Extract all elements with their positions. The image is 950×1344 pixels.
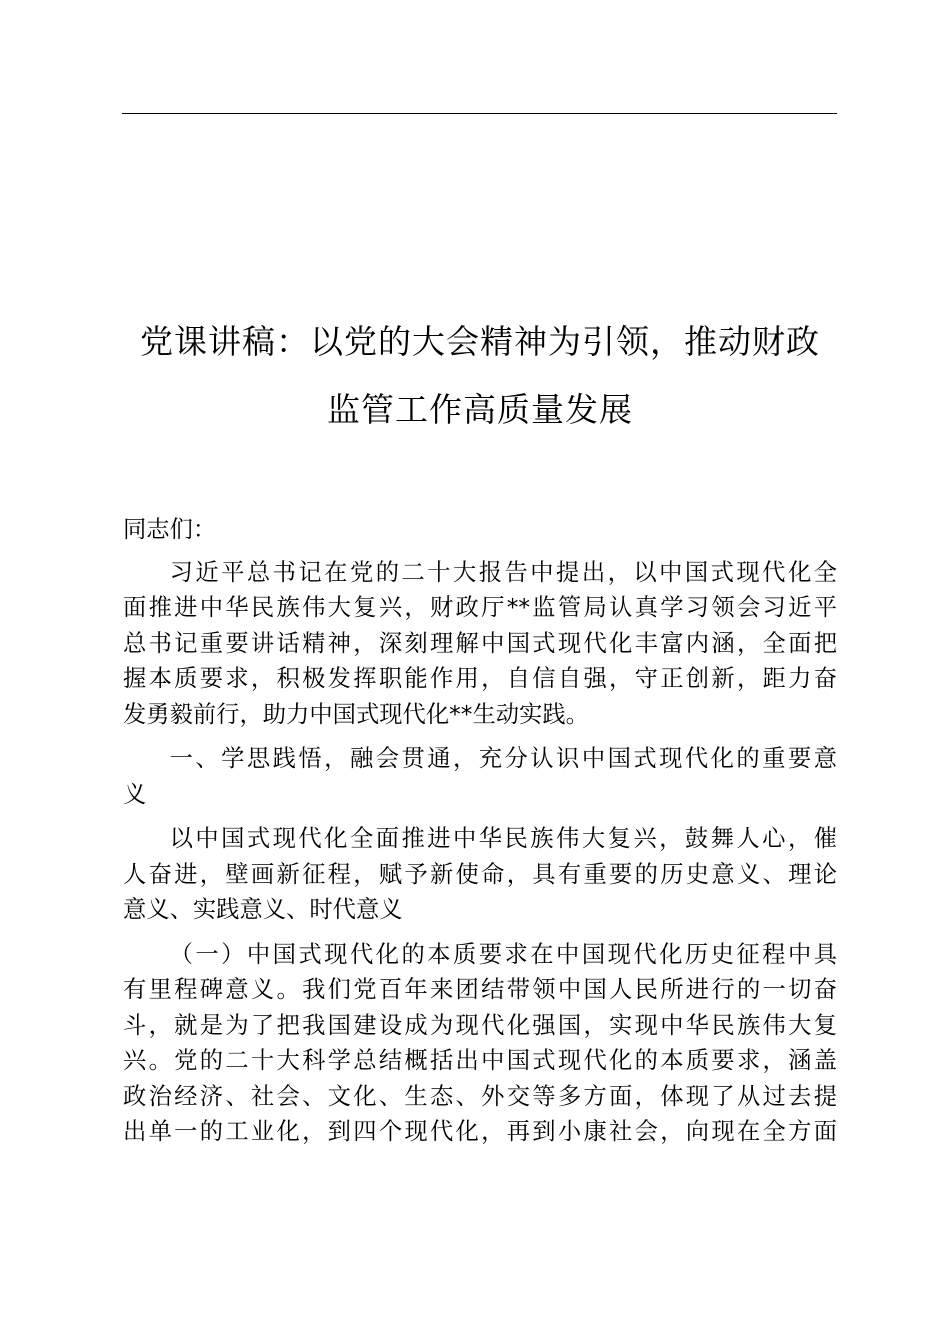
paragraph-subsection-1: [123, 937, 837, 1150]
paragraph-line: 有里程碑意义。我们党百年来团结带领中国人民所进行的一切奋: [123, 976, 837, 1003]
salutation: 同志们：: [123, 516, 217, 543]
paragraph-line: 出单一的工业化，到四个现代化，再到小康社会，向现在全方面: [123, 1118, 837, 1145]
paragraph-line: 总书记重要讲话精神，深刻理解中国式现代化丰富内涵，全面把: [123, 629, 837, 657]
paragraph-line: 握本质要求，积极发挥职能作用，自信自强，守正创新，距力奋: [123, 665, 837, 692]
section-heading-1: [123, 741, 837, 812]
title-line-2: 监管工作高质量发展: [327, 390, 633, 429]
header-rule: [122, 113, 837, 114]
paragraph-line: 以中国式现代化全面推进中华民族伟大复兴，鼓舞人心，催: [169, 825, 837, 852]
paragraph-line: 义: [123, 780, 147, 808]
paragraph-line: 发勇毅前行，助力中国式现代化**生动实践。: [123, 700, 589, 728]
title-line-1: 党课讲稿：以党的大会精神为引领，推动财政: [140, 322, 820, 361]
paragraph-significance: [123, 821, 837, 928]
paragraph-line: 面推进中华民族伟大复兴，财政厅**监管局认真学习领会习近平: [123, 594, 837, 621]
paragraph-line: 斗，就是为了把我国建设成为现代化强国，实现中华民族伟大复: [123, 1011, 837, 1039]
document-body: [123, 512, 837, 1159]
paragraph-line: 一、学思践悟，融会贯通，充分认识中国式现代化的重要意: [169, 745, 837, 772]
paragraph-line: 政治经济、社会、文化、生态、外交等多方面，体现了从过去提: [123, 1082, 837, 1110]
paragraph-intro: [123, 555, 837, 733]
document-title: [110, 308, 850, 444]
paragraph-line: 人奋进，壁画新征程，赋予新使命，具有重要的历史意义、理论: [123, 860, 837, 888]
paragraph-line: 兴。党的二十大科学总结概括出中国式现代化的本质要求，涵盖: [123, 1047, 837, 1074]
paragraph-line: 习近平总书记在党的二十大报告中提出，以中国式现代化全: [169, 558, 837, 586]
paragraph-line: （一）中国式现代化的本质要求在中国现代化历史征程中具: [169, 940, 837, 968]
paragraph-line: 意义、实践意义、时代意义: [123, 896, 403, 923]
